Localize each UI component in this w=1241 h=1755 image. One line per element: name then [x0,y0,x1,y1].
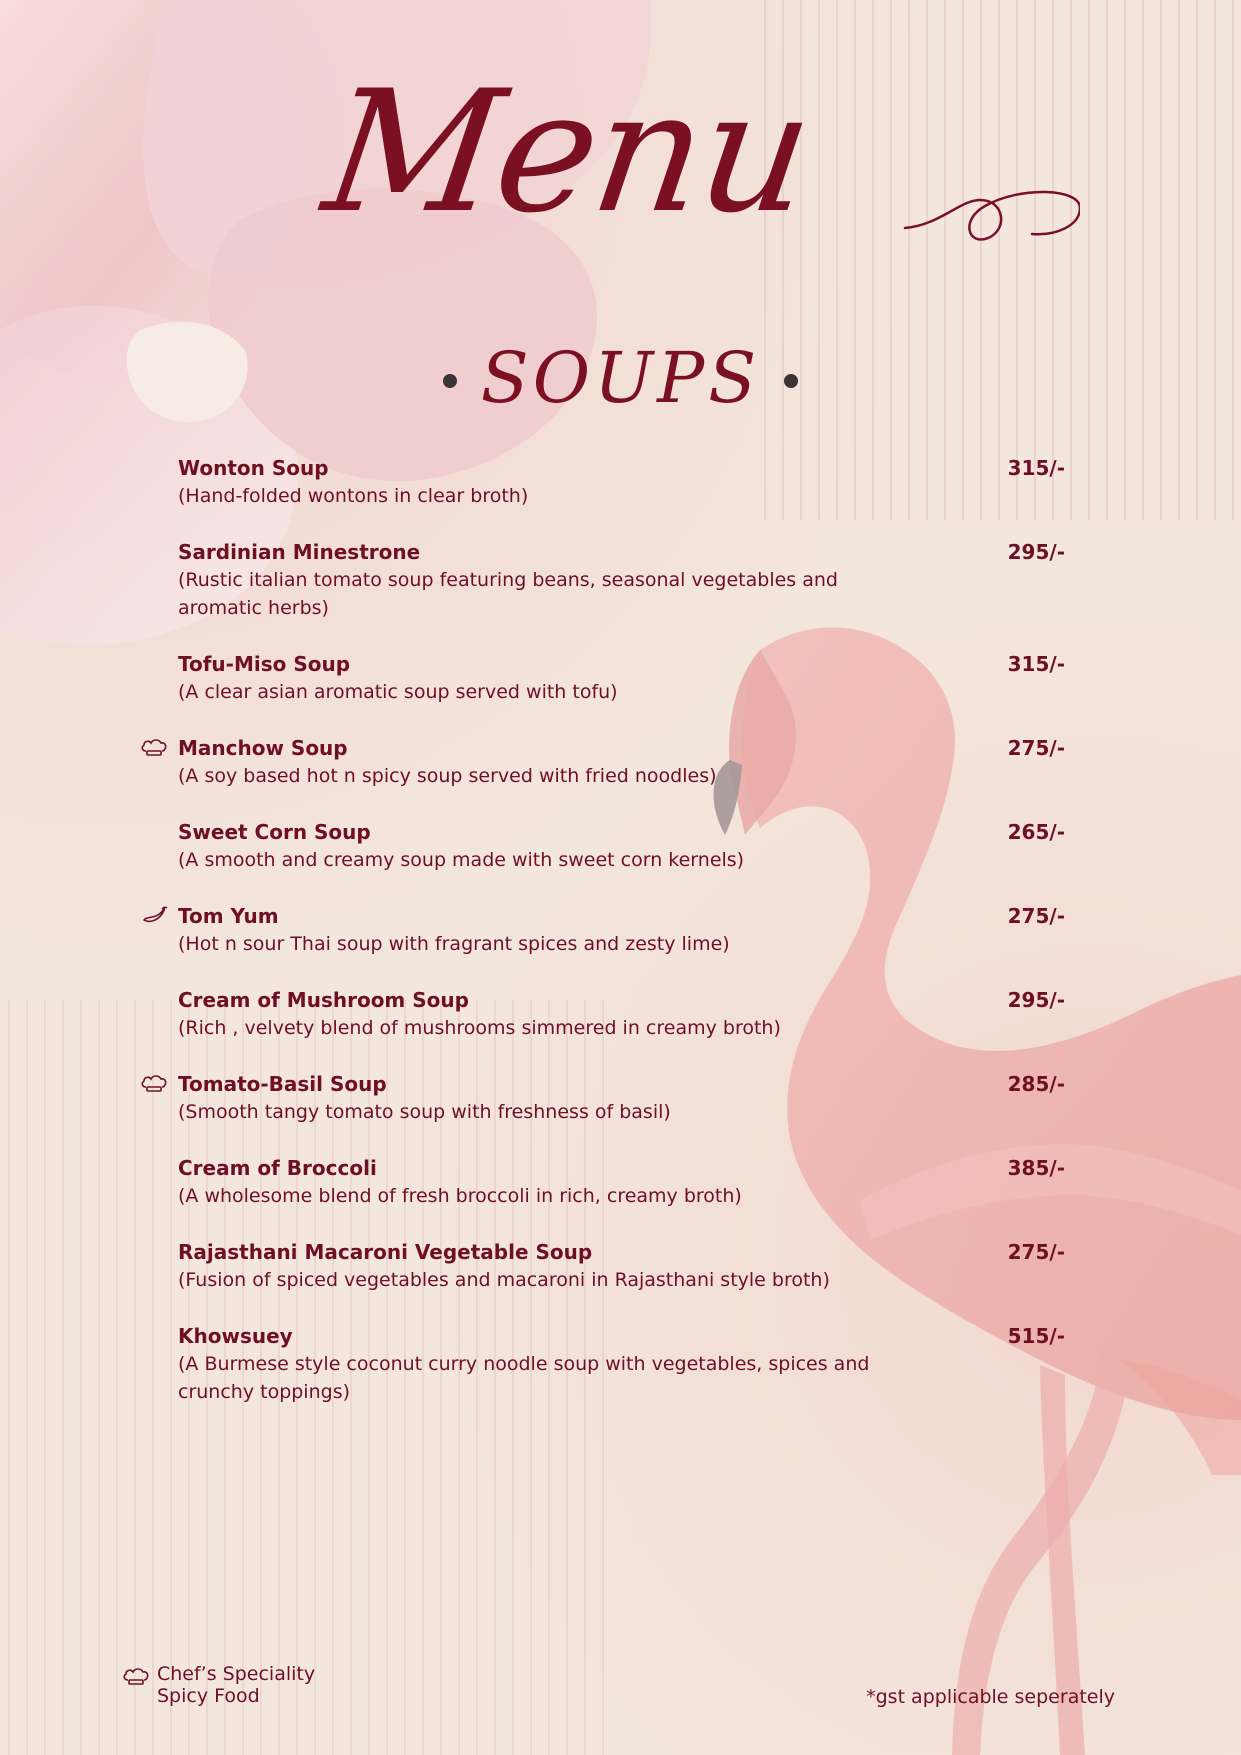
menu-item-row [178,454,975,482]
tax-note: *gst applicable seperately [866,1686,1115,1708]
item-description: (Rich , velvety blend of mushrooms simmered in creamy broth) [178,1017,781,1039]
item-description: (Hand-folded wontons in clear broth) [178,485,529,507]
menu-item-row [178,902,975,930]
chef-speciality-label: Chef’s Speciality [157,1663,316,1685]
section-title: SOUPS [480,337,761,419]
chef-hat-icon [123,1667,149,1687]
menu-item [178,454,1065,510]
item-name: Tomato-Basil Soup [178,1072,387,1096]
menu-item-row [178,1154,975,1182]
item-price: 275/- [1007,1240,1065,1264]
item-name: Cream of Broccoli [178,1156,377,1180]
menu-item-row [178,734,975,762]
menu-item [178,734,1065,790]
menu-item [178,1154,1065,1210]
item-name: Manchow Soup [178,736,348,760]
menu-item [178,1238,1065,1294]
left-bullet-dot [443,374,457,388]
legend [123,1663,373,1723]
item-description: (A Burmese style coconut curry noodle soup with vegetables, spices and crunchy toppings) [178,1353,870,1403]
soup-list [178,454,1065,1434]
item-price: 295/- [1007,988,1065,1012]
section-header-inner [443,337,798,419]
item-name: Sweet Corn Soup [178,820,371,844]
right-bullet-dot [784,374,798,388]
menu-item [178,1322,1065,1406]
menu-item [178,1070,1065,1126]
item-description: (Hot n sour Thai soup with fragrant spices and zesty lime) [178,933,730,955]
item-price: 385/- [1007,1156,1065,1180]
menu-item [178,818,1065,874]
item-name: Tom Yum [178,904,279,928]
item-price: 275/- [1007,904,1065,928]
menu-item-row [178,1070,975,1098]
item-description: (A clear asian aromatic soup served with tofu) [178,681,618,703]
chef-hat-icon [140,738,168,758]
chef-hat-icon [140,1074,168,1094]
menu-item [178,538,1065,622]
menu-item [178,650,1065,706]
item-name: Sardinian Minestrone [178,540,421,564]
item-price: 285/- [1007,1072,1065,1096]
item-name: Khowsuey [178,1324,293,1348]
item-price: 295/- [1007,540,1065,564]
item-description: (Smooth tangy tomato soup with freshness of basil) [178,1101,671,1123]
item-name: Cream of Mushroom Soup [178,988,469,1012]
menu-title-wrap [314,54,1080,280]
menu-item-row [178,1322,975,1350]
menu-item-row [178,1238,975,1266]
item-description: (A wholesome blend of fresh broccoli in rich, creamy broth) [178,1185,742,1207]
item-name: Wonton Soup [178,456,329,480]
item-name: Tofu-Miso Soup [178,652,351,676]
item-price: 275/- [1007,736,1065,760]
menu-item-row [178,650,975,678]
menu-item [178,902,1065,958]
item-description: (A soy based hot n spicy soup served with fried noodles) [178,765,717,787]
item-name: Rajasthani Macaroni Vegetable Soup [178,1240,593,1264]
menu-item-row [178,986,975,1014]
item-price: 265/- [1007,820,1065,844]
item-description: (Fusion of spiced vegetables and macaroni in Rajasthani style broth) [178,1269,830,1291]
item-price: 315/- [1007,456,1065,480]
item-price: 515/- [1007,1324,1065,1348]
chili-icon [140,906,168,926]
menu-item-row [178,818,975,846]
item-description: (Rustic italian tomato soup featuring beans, seasonal vegetables and aromatic herbs) [178,569,838,619]
menu-item [178,986,1065,1042]
item-description: (A smooth and creamy soup made with sweet corn kernels) [178,849,745,871]
spicy-food-label: Spicy Food [157,1685,260,1707]
item-price: 315/- [1007,652,1065,676]
page-title: Menu [314,54,822,250]
menu-item-row [178,538,975,566]
section-header [0,338,1241,418]
